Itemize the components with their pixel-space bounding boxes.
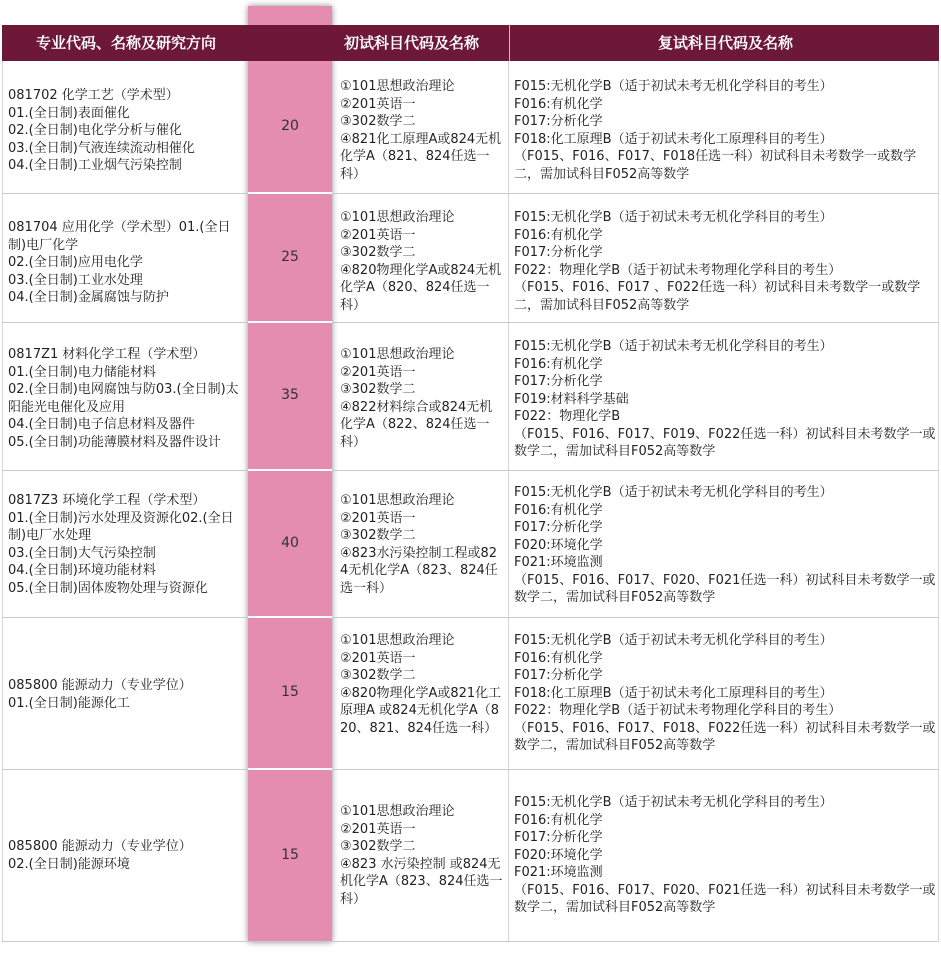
retest-cell [514,484,936,607]
retest-cell-line: F019:材料科学基础 [514,391,629,407]
retest-cell-line: F018:化工原理B（适于初试未考化工原理科目的考生） [514,131,833,147]
initial-exam-cell [340,803,505,908]
initial-exam-cell-line: ②201英语一 [340,510,416,526]
retest-cell-line: F022：物理化学B（适于初试未考物理化学科目的考生） [514,703,842,718]
major-cell-line: 01.(全日制)电力储能材料 [8,364,156,380]
retest-cell-line: （F015、F016、F017、F019、F022任选一科）初试科目未考数学一或数学二，需加试科目F052高等数学 [514,426,936,459]
major-cell-line: 01.(全日制)污水处理及资源化02.(全日制)电厂水处理 [8,510,234,543]
row-divider [2,193,939,194]
enrollment-count: 25 [281,248,299,265]
major-cell [8,677,248,712]
initial-exam-cell-line: ④822材料综合或824无机化学A（822、824任选一科） [340,399,493,450]
header-initial-exam: 初试科目代码及名称 [344,34,480,52]
retest-cell-line: F017:分析化学 [514,245,603,260]
major-cell-line: 081704 应用化学（学术型）01.(全日制)电厂化学 [8,220,231,253]
retest-cell-line: F016:有机化学 [514,356,603,372]
row-divider [2,322,939,323]
retest-cell [514,78,936,183]
initial-exam-cell [340,346,505,451]
initial-exam-cell-line: ②201英语一 [340,96,416,112]
initial-exam-cell-line: ②201英语一 [340,821,416,837]
retest-cell-line: F016:有机化学 [514,502,603,518]
initial-exam-cell-line: ①101思想政治理论 [340,79,455,94]
initial-exam-cell-line: ③302数学二 [340,114,416,129]
major-cell-line: 03.(全日制)大气污染控制 [8,545,156,561]
retest-cell-line: F022：物理化学B [514,409,621,424]
retest-cell-line: F016:有机化学 [514,227,603,243]
major-cell-line: 02.(全日制)应用电化学 [8,255,143,270]
retest-cell-line: F016:有机化学 [514,812,603,828]
initial-exam-cell [340,78,505,183]
major-cell-line: 01.(全日制)能源化工 [8,695,130,711]
retest-cell-line: F018:化工原理B（适于初试未考化工原理科目的考生） [514,685,833,701]
retest-cell-line: F015:无机化学B（适于初试未考无机化学科目的考生） [514,795,833,810]
count-column [248,6,332,942]
retest-cell-line: F017:分析化学 [514,830,603,845]
initial-exam-cell-line: ④821化工原理A或824无机化学A（821、824任选一科） [340,131,502,182]
retest-cell-line: F016:有机化学 [514,650,603,666]
major-cell-line: 081702 化学工艺（学术型） [8,88,179,103]
initial-exam-cell-line: ②201英语一 [340,227,416,243]
initial-exam-cell-line: ④820物理化学A或824无机化学A（820、824任选一科） [340,262,502,313]
enrollment-count: 40 [281,534,299,551]
major-cell-line: 085800 能源动力（专业学位） [8,839,192,854]
row-divider [2,470,939,471]
major-cell [8,346,248,451]
retest-cell-line: （F015、F016、F017、F018任选一科）初试科目未考数学一或数学二，需加试科目F052高等数学 [514,149,917,182]
enrollment-count: 20 [281,118,299,134]
header-major: 专业代码、名称及研究方向 [35,34,216,52]
table-header [2,25,939,61]
major-cell-line: 04.(全日制)金属腐蚀与防护 [8,290,169,305]
retest-cell [514,794,936,917]
retest-cell-line: F017:分析化学 [514,520,603,535]
major-cell [8,492,248,597]
count-row-divider [248,616,332,618]
initial-exam-cell-line: ②201英语一 [340,364,416,380]
retest-cell-line: F015:无机化学B（适于初试未考无机化学科目的考生） [514,210,833,225]
retest-cell-line: F017:分析化学 [514,668,603,683]
retest-cell-line: F015:无机化学B（适于初试未考无机化学科目的考生） [514,485,833,500]
initial-exam-cell [340,492,505,597]
retest-cell [514,338,936,461]
major-cell-line: 02.(全日制)电网腐蚀与防03.(全日制)太阳能光电催化及应用 [8,382,239,415]
initial-exam-cell-line: ②201英语一 [340,650,416,666]
major-cell [8,87,248,175]
retest-cell-line: F015:无机化学B（适于初试未考无机化学科目的考生） [514,79,833,94]
major-cell [8,219,248,307]
count-row-divider [248,321,332,323]
initial-exam-cell-line: ①101思想政治理论 [340,493,455,508]
header-retest: 复试科目代码及名称 [657,34,793,52]
retest-cell-line: （F015、F016、F017、F020、F021任选一科）初试科目未考数学一或数学二，需加试科目F052高等数学 [514,572,936,605]
retest-cell-line: F017:分析化学 [514,114,603,129]
initial-exam-cell-line: ①101思想政治理论 [340,633,455,648]
row-divider [2,769,939,770]
initial-exam-cell-line: ④823水污染控制工程或824无机化学A（823、824任选一科） [340,545,498,596]
major-cell-line: 03.(全日制)工业水处理 [8,272,143,288]
row-divider [2,617,939,618]
initial-exam-cell-line: ④820物理化学A或821化工原理A 或824无机化学A（820、821、824任选一科） [340,685,502,736]
initial-exam-cell-line: ①101思想政治理论 [340,804,455,819]
major-cell-line: 085800 能源动力（专业学位） [8,678,192,693]
count-row-divider [248,768,332,770]
initial-exam-cell [340,209,505,314]
major-cell-line: 02.(全日制)电化学分析与催化 [8,123,182,138]
count-row-divider [248,469,332,471]
retest-cell-line: F022：物理化学B（适于初试未考物理化学科目的考生） [514,262,842,278]
major-cell-line: 01.(全日制)表面催化 [8,105,130,121]
table-border-bottom [2,941,939,942]
major-cell-line: 05.(全日制)固体废物处理与资源化 [8,580,208,596]
enrollment-count: 15 [281,684,299,700]
retest-cell-line: F017:分析化学 [514,374,603,389]
major-cell-line: 05.(全日制)功能薄膜材料及器件设计 [8,434,221,450]
initial-exam-cell [340,632,505,737]
major-cell-line: 04.(全日制)电子信息材料及器件 [8,417,195,432]
major-cell [8,838,248,873]
major-cell-line: 02.(全日制)能源环境 [8,856,130,872]
initial-exam-cell-line: ③302数学二 [340,839,416,854]
initial-exam-cell-line: ③302数学二 [340,668,416,683]
retest-cell-line: F015:无机化学B（适于初试未考无机化学科目的考生） [514,633,833,648]
major-cell-line: 04.(全日制)环境功能材料 [8,563,156,578]
major-cell-line: 04.(全日制)工业烟气污染控制 [8,158,182,173]
major-cell-line: 0817Z3 环境化学工程（学术型） [8,493,206,508]
retest-cell-line: F021:环境监测 [514,555,603,570]
initial-exam-cell-line: ③302数学二 [340,382,416,397]
enrollment-count: 35 [281,387,299,403]
count-row-divider [248,192,332,194]
initial-exam-cell-line: ④823 水污染控制 或824无机化学A（823、824任选一科） [340,856,503,907]
initial-exam-cell-line: ③302数学二 [340,528,416,543]
retest-cell [514,632,936,755]
retest-cell [514,209,936,314]
header-divider [509,25,510,61]
retest-cell-line: （F015、F016、F017、F020、F021任选一科）初试科目未考数学一或数学二，需加试科目F052高等数学 [514,882,936,915]
retest-cell-line: F015:无机化学B（适于初试未考无机化学科目的考生） [514,339,833,354]
retest-cell-line: F021:环境监测 [514,865,603,880]
retest-cell-line: （F015、F016、F017、F018、F022任选一科）初试科目未考数学一或数学二，需加试科目F052高等数学 [514,720,936,753]
initial-exam-cell-line: ①101思想政治理论 [340,347,455,362]
initial-exam-cell-line: ①101思想政治理论 [340,210,455,225]
initial-exam-cell-line: ③302数学二 [340,245,416,260]
major-cell-line: 03.(全日制)气液连续流动相催化 [8,140,195,156]
retest-cell-line: F016:有机化学 [514,96,603,112]
retest-cell-line: F020:环境化学 [514,847,603,863]
major-cell-line: 0817Z1 材料化学工程（学术型） [8,347,206,362]
retest-cell-line: F020:环境化学 [514,537,603,553]
enrollment-count: 15 [281,846,299,863]
retest-cell-line: （F015、F016、F017 、F022任选一科）初试科目未考数学一或数学二，需加试科目F052高等数学 [514,280,921,313]
